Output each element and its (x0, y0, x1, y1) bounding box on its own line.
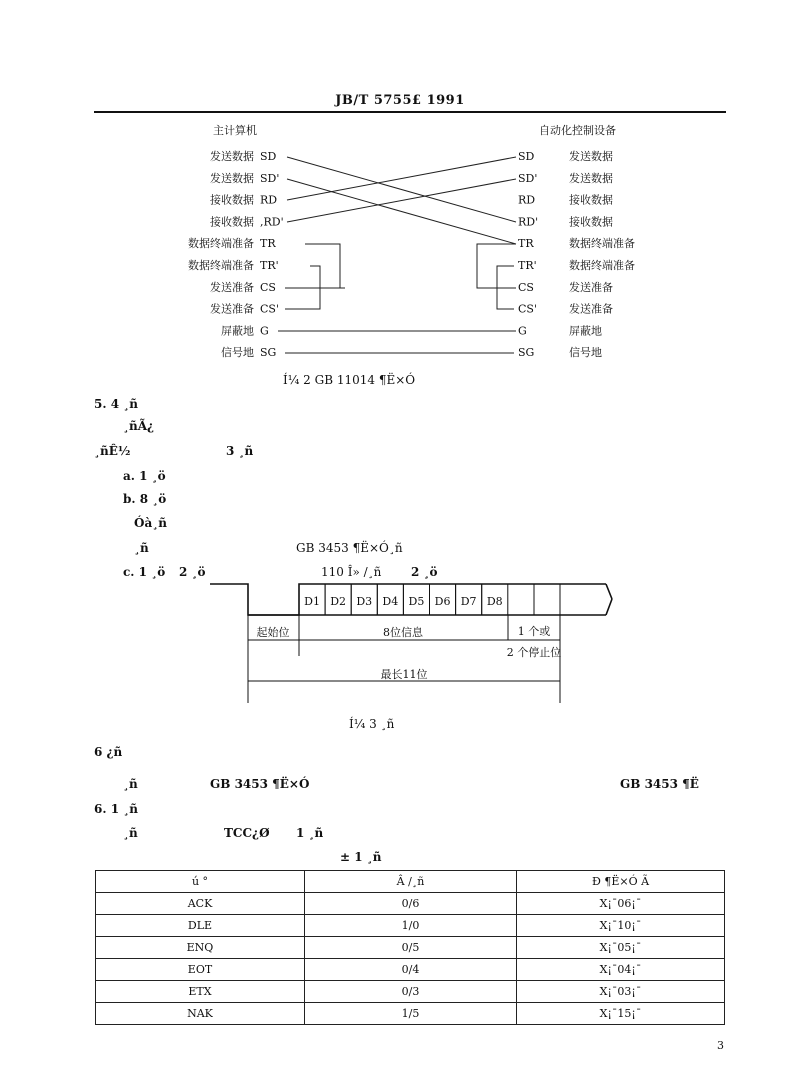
wire-rd2-sd2 (287, 179, 516, 222)
data-bit-label: D4 (382, 595, 399, 608)
left-row-signal: SG (260, 346, 277, 360)
left-row-label: 数据终端准备 (188, 237, 254, 251)
table-cell: 1/5 (305, 1003, 517, 1025)
table-cell: X¡¯03¡¯ (517, 981, 725, 1003)
paragraph-1: ¸ñÃ¿ (123, 419, 155, 433)
wiring-lines (278, 157, 516, 353)
data-bit-label: D6 (434, 595, 451, 608)
list-item-c-end: 2 ¸ö (179, 565, 206, 579)
table-cell: 0/6 (305, 893, 517, 915)
table-cell: 0/3 (305, 981, 517, 1003)
right-device-title: 自动化控制设备 (539, 124, 616, 137)
right-row-label: 数据终端准备 (569, 237, 635, 251)
left-row-label: 信号地 (221, 346, 254, 360)
left-row-signal: SD (260, 150, 277, 163)
section-6-paragraph-start: ¸ñ (123, 777, 138, 791)
table-row (96, 937, 725, 959)
data-bit-label: D7 (460, 595, 477, 608)
list-item-b-line-1: Óà¸ñ (134, 516, 167, 530)
table-cell: X¡¯15¡¯ (517, 1003, 725, 1025)
table-row (96, 981, 725, 1003)
right-row-signal: RD (518, 193, 536, 207)
right-row-signal: CS (518, 280, 534, 294)
table1-control-codes (95, 870, 725, 1025)
right-row-signal: RD' (518, 215, 539, 229)
list-item-c-start: c. 1 ¸ö (123, 565, 166, 579)
table-row (96, 893, 725, 915)
list-item-c-line-2-end: 2 ¸ö (411, 565, 438, 579)
left-row-label: 发送准备 (210, 280, 254, 294)
wire-sd2-rd2 (287, 179, 516, 244)
section-5-4-heading: 5. 4 ¸ñ (94, 397, 138, 411)
right-row-signal: CS' (518, 302, 537, 316)
table1-caption: ± 1 ¸ñ (340, 850, 382, 864)
left-labels (188, 149, 284, 359)
table-header-row (96, 871, 725, 893)
stop-bit-cells (534, 584, 560, 615)
section-6-1-paragraph-start: ¸ñ (123, 826, 138, 840)
left-row-label: 发送数据 (210, 150, 254, 163)
table-cell: 1/0 (305, 915, 517, 937)
wire-sd-rd (287, 157, 516, 222)
right-row-label: 发送准备 (569, 280, 613, 294)
start-bit-label: 起始位 (256, 626, 290, 639)
left-row-signal: TR' (260, 259, 279, 272)
table-row (96, 959, 725, 981)
section-6-1-paragraph-end: 1 ¸ñ (296, 826, 324, 840)
right-row-signal: TR (518, 237, 534, 251)
header-rule (94, 111, 726, 113)
left-row-label: 发送数据 (210, 171, 254, 185)
figure3-frame-diagram (0, 578, 800, 708)
list-item-b-line-2-start: ¸ñ (134, 541, 149, 555)
table-cell: ETX (96, 981, 305, 1003)
data-bit-label: D2 (330, 595, 347, 608)
right-row-label: 发送数据 (569, 171, 613, 185)
right-row-label: 信号地 (569, 346, 602, 360)
data-bit-label: D3 (356, 595, 373, 608)
table-cell: X¡¯06¡¯ (517, 893, 725, 915)
right-row-label: 发送数据 (569, 150, 613, 163)
table-cell: X¡¯10¡¯ (517, 915, 725, 937)
left-row-label: 发送准备 (210, 302, 254, 316)
left-row-label: 接收数据 (210, 215, 254, 229)
list-item-c-line-2-start: 110 Î» /¸ñ (321, 565, 382, 579)
list-item-b-line-2-end: GB 3453 ¶Ë×Ó¸ñ (296, 541, 403, 555)
table-body (96, 893, 725, 1025)
section-6-1-paragraph-mid: TCC¿Ø (224, 826, 270, 840)
table-cell: 0/4 (305, 959, 517, 981)
paragraph-2-end: 3 ¸ñ (226, 444, 254, 458)
stop-bits-label-2: 2 个停止位 (506, 646, 562, 659)
figure2-wiring-diagram (0, 115, 800, 370)
section-6-heading: 6 ¿ñ (94, 745, 123, 759)
right-row-label: 屏蔽地 (569, 324, 602, 338)
table-cell: ACK (96, 893, 305, 915)
table-header-cell: ú ° (96, 871, 305, 893)
data-bit-cells (299, 584, 508, 615)
left-row-signal: RD (260, 193, 278, 207)
left-row-signal: G (260, 324, 269, 338)
right-row-label: 发送准备 (569, 302, 613, 316)
data-bit-label: D1 (304, 595, 320, 608)
list-item-b: b. 8 ¸ö (123, 492, 167, 506)
left-device-title: 主计算机 (213, 124, 257, 137)
right-row-signal: SD (518, 150, 535, 163)
data-bit-label: D5 (408, 595, 425, 608)
right-row-label: 接收数据 (569, 193, 613, 207)
left-row-signal: CS (260, 280, 276, 294)
data-bit-label: D8 (486, 595, 503, 608)
right-row-signal: TR' (518, 259, 537, 272)
section-6-paragraph-end: GB 3453 ¶Ë (620, 777, 699, 791)
wire-rd-sd (287, 157, 516, 200)
right-row-signal: SD' (518, 171, 538, 185)
table-row (96, 915, 725, 937)
standard-number-header: JB/T 5755£ 1991 (335, 93, 465, 108)
table-cell: 0/5 (305, 937, 517, 959)
right-row-label: 接收数据 (569, 215, 613, 229)
figure3-caption: Í¼ 3 ¸ñ (349, 717, 395, 731)
info-bits-label: 8位信息 (383, 626, 423, 639)
right-row-signal: SG (518, 346, 535, 360)
table-cell: X¡¯05¡¯ (517, 937, 725, 959)
table-header-cell: Â /¸ñ (305, 871, 517, 893)
table-cell: EOT (96, 959, 305, 981)
paragraph-2-start: ¸ñÊ½ (94, 444, 131, 458)
table-cell: NAK (96, 1003, 305, 1025)
table-cell: ENQ (96, 937, 305, 959)
left-row-label: 数据终端准备 (188, 259, 254, 272)
left-row-label: 屏蔽地 (221, 324, 254, 338)
stop-bits-label-1: 1 个或 (517, 625, 551, 638)
left-row-signal: SD' (260, 171, 280, 185)
section-6-1-heading: 6. 1 ¸ñ (94, 802, 138, 816)
left-row-signal: ,RD' (260, 215, 284, 229)
list-item-a: a. 1 ¸ö (123, 469, 166, 483)
total-length-label: 最长11位 (380, 668, 428, 681)
figure2-caption: Í¼ 2 GB 11014 ¶Ë×Ó (283, 373, 416, 387)
right-row-signal: G (518, 324, 527, 338)
table-cell: X¡¯04¡¯ (517, 959, 725, 981)
table-row (96, 1003, 725, 1025)
table-cell: DLE (96, 915, 305, 937)
right-row-label: 数据终端准备 (569, 259, 635, 272)
left-row-label: 接收数据 (210, 193, 254, 207)
table-header-cell: Ð ¶Ë×Ó Ã (517, 871, 725, 893)
right-labels (518, 149, 635, 359)
page-number: 3 (717, 1039, 724, 1052)
section-6-paragraph-mid: GB 3453 ¶Ë×Ó (210, 777, 310, 791)
left-row-signal: CS' (260, 302, 279, 316)
left-row-signal: TR (260, 237, 276, 251)
